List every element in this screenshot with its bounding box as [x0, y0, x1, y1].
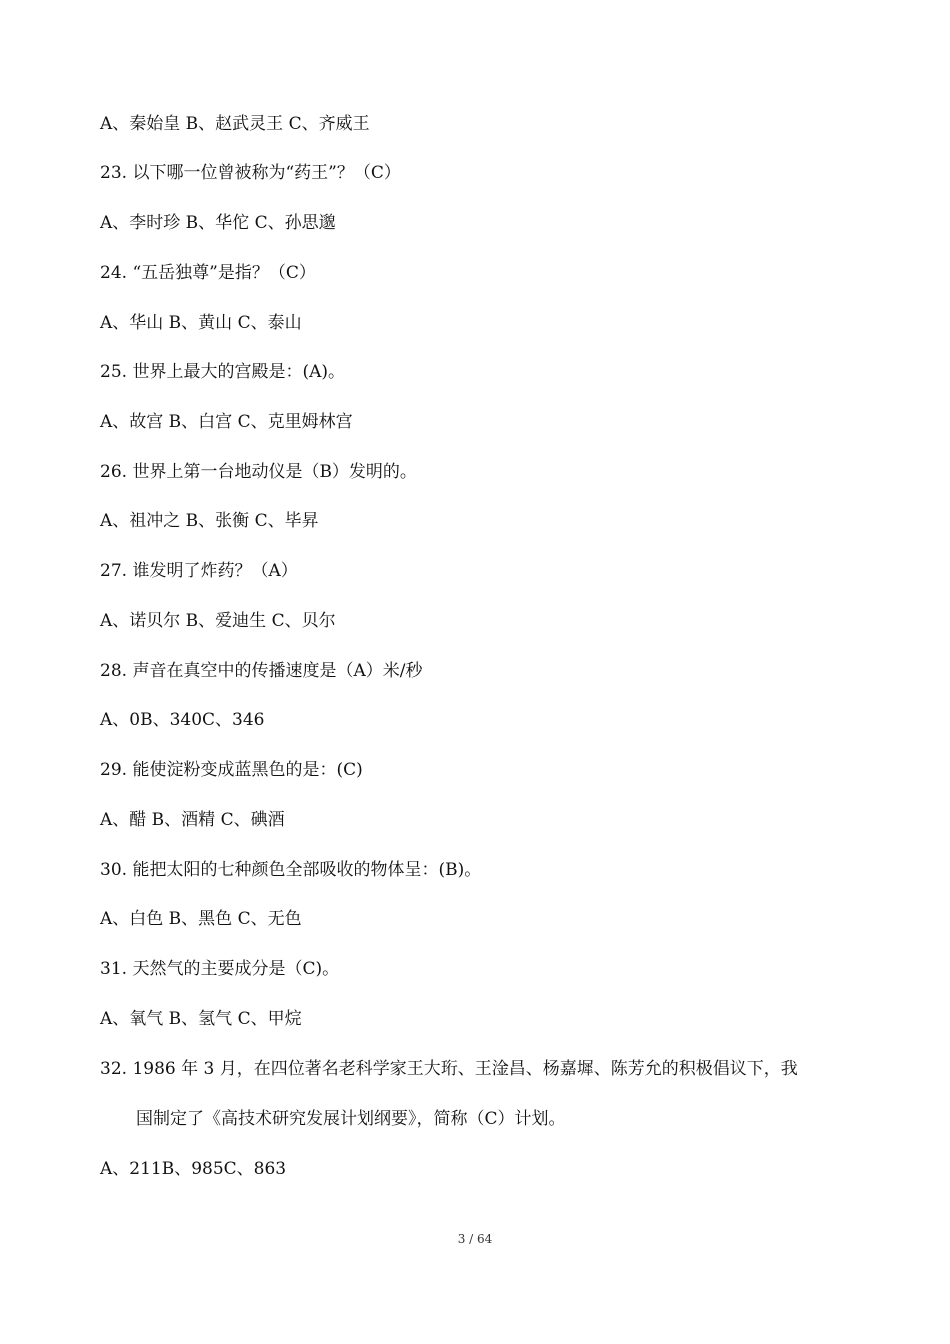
- answer-options-31: A、氧气 B、氢气 C、甲烷: [100, 1009, 302, 1029]
- answer-options-23: A、李时珍 B、华佗 C、孙思邈: [100, 213, 336, 233]
- answer-options-26: A、祖冲之 B、张衡 C、毕昇: [100, 511, 319, 531]
- question-32: 32. 1986 年 3 月，在四位著名老科学家王大珩、王淦昌、杨嘉墀、陈芳允的积极倡议下，我: [100, 1059, 798, 1079]
- question-32-continued: 国制定了《高技术研究发展计划纲要》，简称（C）计划。: [136, 1109, 566, 1129]
- answer-options-28: A、0B、340C、346: [100, 710, 265, 730]
- question-24: 24. “五岳独尊”是指？（C）: [100, 263, 316, 283]
- page-number: 3 / 64: [457, 1232, 493, 1246]
- answer-options-29: A、醋 B、酒精 C、碘酒: [100, 810, 285, 830]
- question-31: 31. 天然气的主要成分是（C)。: [100, 959, 340, 979]
- question-27: 27. 谁发明了炸药？（A）: [100, 561, 298, 581]
- question-23: 23. 以下哪一位曾被称为“药王”？（C）: [100, 163, 401, 183]
- question-25: 25. 世界上最大的宫殿是：(A)。: [100, 362, 345, 382]
- answer-options-25: A、故宫 B、白宫 C、克里姆林宫: [100, 412, 353, 432]
- answer-options-27: A、诺贝尔 B、爱迪生 C、贝尔: [100, 611, 336, 631]
- question-29: 29. 能使淀粉变成蓝黑色的是：(C): [100, 760, 363, 780]
- question-28: 28. 声音在真空中的传播速度是（A）米/秒: [100, 661, 423, 681]
- answer-options-22: A、秦始皇 B、赵武灵王 C、齐威王: [100, 114, 370, 134]
- question-26: 26. 世界上第一台地动仪是（B）发明的。: [100, 462, 417, 482]
- answer-options-24: A、华山 B、黄山 C、泰山: [100, 313, 302, 333]
- question-30: 30. 能把太阳的七种颜色全部吸收的物体呈：(B)。: [100, 860, 482, 880]
- answer-options-32: A、211B、985C、863: [100, 1159, 287, 1179]
- answer-options-30: A、白色 B、黑色 C、无色: [100, 909, 302, 929]
